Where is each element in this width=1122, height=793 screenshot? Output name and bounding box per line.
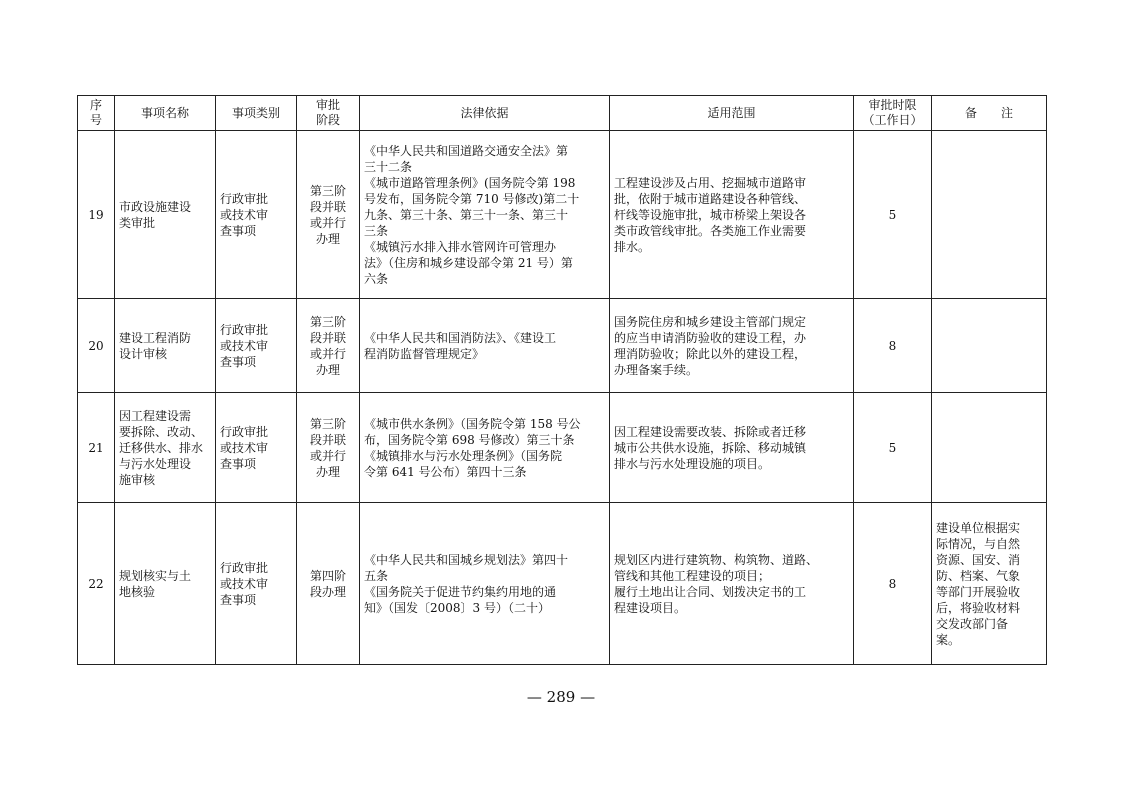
row-remark: 建设单位根据实 际情况，与自然 资源、国安、消 防、档案、气象 等部门开展验收 后，将验收材料 交发改部门备 案。: [932, 503, 1047, 665]
row-category: 行政审批 或技术审 查事项: [216, 393, 297, 503]
row-name: 建设工程消防 设计审核: [115, 299, 216, 393]
header-limit: 审批时限 （工作日）: [854, 96, 932, 131]
row-basis: 《中华人民共和国道路交通安全法》第 三十二条 《城市道路管理条例》(国务院令第 198 号发布，国务院令第 710 号修改)第二十 九条、第三十条、第三十一条、第三十 三条 《城镇污水排入排水管网许可管理办 法》（住房和城乡建设部令第 21 号）第 六条: [360, 131, 610, 299]
row-limit: 5: [854, 131, 932, 299]
header-seq: 序 号: [78, 96, 115, 131]
row-limit: 8: [854, 299, 932, 393]
row-stage: 第三阶 段并联 或并行 办理: [297, 393, 360, 503]
header-remark: 备 注: [932, 96, 1047, 131]
approval-items-table: [77, 95, 1047, 665]
header-category: 事项类别: [216, 96, 297, 131]
row-stage: 第三阶 段并联 或并行 办理: [297, 299, 360, 393]
row-scope: 因工程建设需要改装、拆除或者迁移 城市公共供水设施，拆除、移动城镇 排水与污水处理设施的项目。: [610, 393, 854, 503]
row-stage: 第三阶 段并联 或并行 办理: [297, 131, 360, 299]
row-seq: 22: [78, 503, 115, 665]
row-remark: [932, 393, 1047, 503]
header-name: 事项名称: [115, 96, 216, 131]
row-basis: 《中华人民共和国城乡规划法》第四十 五条 《国务院关于促进节约集约用地的通 知》（国发〔2008〕3 号）（二十）: [360, 503, 610, 665]
row-scope: 规划区内进行建筑物、构筑物、道路、 管线和其他工程建设的项目； 履行土地出让合同、划拨决定书的工 程建设项目。: [610, 503, 854, 665]
table-row: [78, 393, 1047, 503]
table-header-row: [78, 96, 1047, 131]
header-basis: 法律依据: [360, 96, 610, 131]
row-remark: [932, 131, 1047, 299]
row-seq: 21: [78, 393, 115, 503]
row-limit: 8: [854, 503, 932, 665]
table-row: [78, 503, 1047, 665]
row-category: 行政审批 或技术审 查事项: [216, 503, 297, 665]
row-limit: 5: [854, 393, 932, 503]
row-category: 行政审批 或技术审 查事项: [216, 299, 297, 393]
page-number: — 289 —: [526, 688, 596, 706]
table-row: [78, 299, 1047, 393]
row-name: 规划核实与土 地核验: [115, 503, 216, 665]
row-scope: 工程建设涉及占用、挖掘城市道路审 批，依附于城市道路建设各种管线、 杆线等设施审批，城市桥梁上架设各 类市政管线审批。各类施工作业需要 排水。: [610, 131, 854, 299]
row-basis: 《城市供水条例》（国务院令第 158 号公 布，国务院令第 698 号修改）第三十条 《城镇排水与污水处理条例》（国务院 令第 641 号公布）第四十三条: [360, 393, 610, 503]
row-name: 市政设施建设 类审批: [115, 131, 216, 299]
header-scope: 适用范围: [610, 96, 854, 131]
table-row: [78, 131, 1047, 299]
row-basis: 《中华人民共和国消防法》、《建设工 程消防监督管理规定》: [360, 299, 610, 393]
row-remark: [932, 299, 1047, 393]
row-seq: 20: [78, 299, 115, 393]
row-name: 因工程建设需 要拆除、改动、 迁移供水、排水 与污水处理设 施审核: [115, 393, 216, 503]
row-seq: 19: [78, 131, 115, 299]
row-category: 行政审批 或技术审 查事项: [216, 131, 297, 299]
row-scope: 国务院住房和城乡建设主管部门规定 的应当申请消防验收的建设工程，办 理消防验收；除此以外的建设工程， 办理备案手续。: [610, 299, 854, 393]
row-stage: 第四阶 段办理: [297, 503, 360, 665]
header-stage: 审批 阶段: [297, 96, 360, 131]
